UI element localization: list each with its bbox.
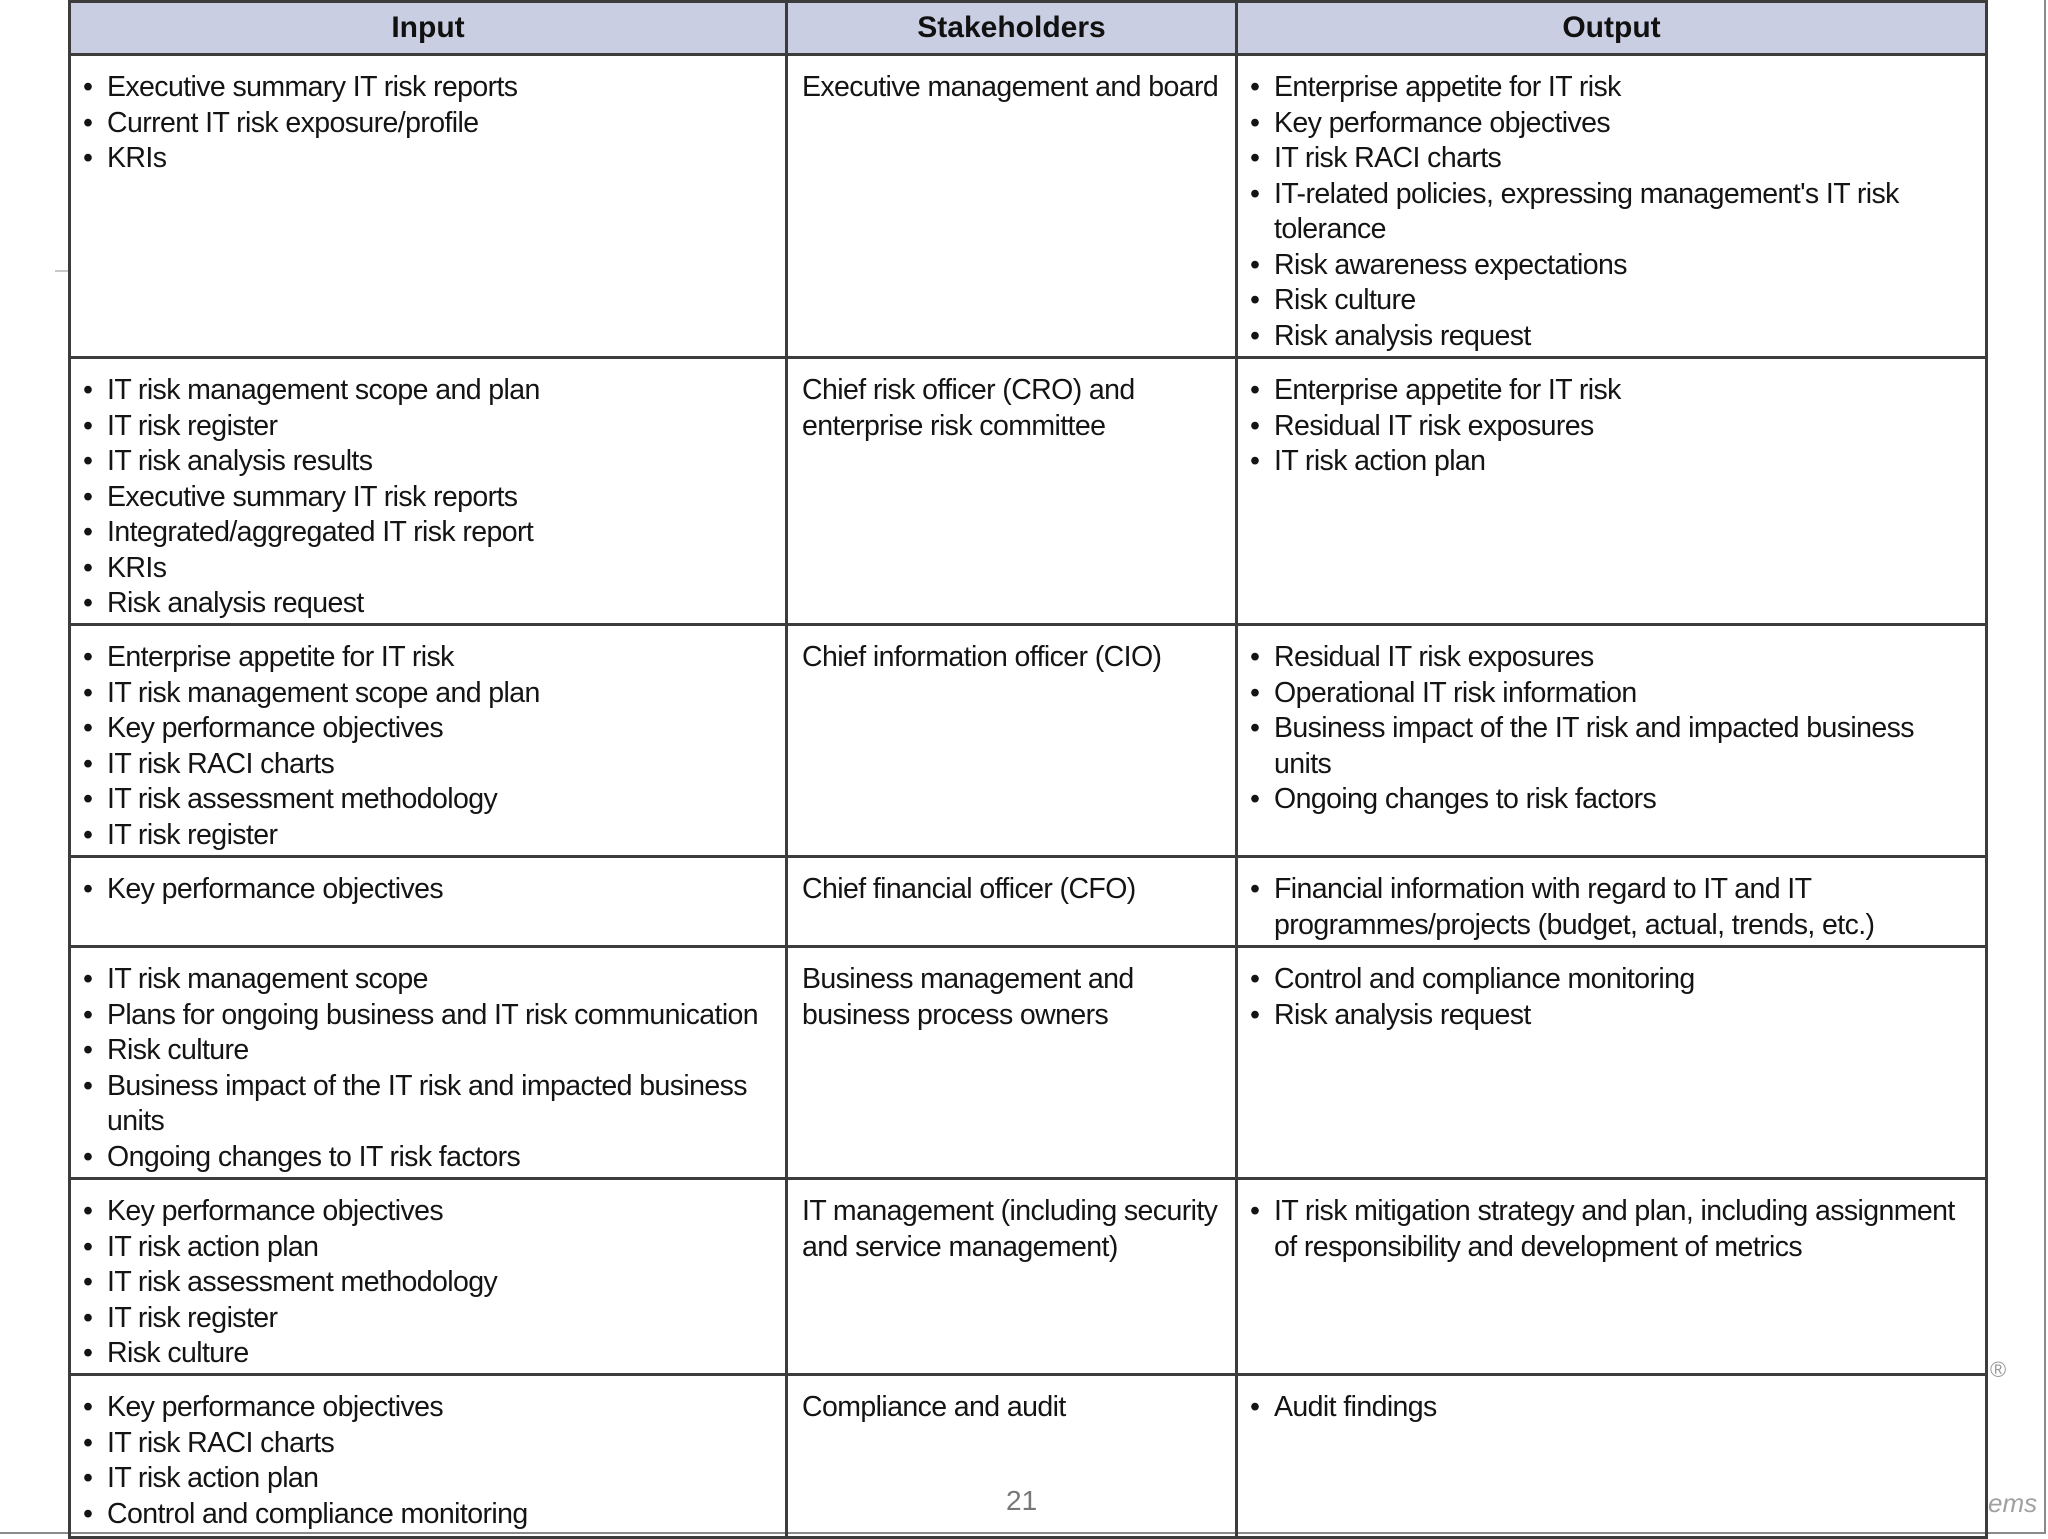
output-item: • IT risk action plan <box>1250 444 1977 480</box>
output-item: • Ongoing changes to risk factors <box>1250 782 1977 818</box>
output-item: • IT risk RACI charts <box>1250 141 1977 177</box>
output-cell <box>1237 358 1987 625</box>
input-item: • IT risk action plan <box>83 1461 777 1497</box>
input-list <box>71 1180 785 1372</box>
input-item: • IT risk register <box>83 818 777 854</box>
stakeholder-cell <box>787 55 1237 358</box>
input-item: • IT risk management scope <box>83 962 777 998</box>
output-cell <box>1237 1375 1987 1538</box>
stakeholder-name: Chief information officer (CIO) <box>802 641 1162 673</box>
input-item: • Key performance objectives <box>83 1390 777 1426</box>
input-cell <box>70 625 787 857</box>
table-row <box>70 947 1987 1179</box>
output-list <box>1238 948 1985 1033</box>
input-list <box>71 56 785 177</box>
footer-text-fragment: ems <box>1988 1488 2038 1518</box>
output-cell <box>1237 625 1987 857</box>
header-stakeholders: Stakeholders <box>787 2 1237 55</box>
output-cell <box>1237 55 1987 358</box>
stakeholder-cell <box>787 947 1237 1179</box>
table-row <box>70 55 1987 358</box>
stakeholder-name: Chief risk officer (CRO) and enterprise risk committee <box>802 374 1135 442</box>
input-item: • IT risk management scope and plan <box>83 676 777 712</box>
output-item: • Financial information with regard to IT and IT programmes/projects (budget, actual, trends, etc.) <box>1250 872 1977 943</box>
input-list <box>71 359 785 622</box>
input-list <box>71 948 785 1175</box>
input-item: • Key performance objectives <box>83 711 777 747</box>
output-item: • Residual IT risk exposures <box>1250 409 1977 445</box>
stakeholder-table <box>68 0 1988 1539</box>
stakeholder-cell <box>787 358 1237 625</box>
input-cell <box>70 1179 787 1375</box>
output-cell <box>1237 1179 1987 1375</box>
input-item: • KRIs <box>83 551 777 587</box>
stakeholder-name: Chief financial officer (CFO) <box>802 873 1136 905</box>
input-cell <box>70 1375 787 1538</box>
output-item: • Residual IT risk exposures <box>1250 640 1977 676</box>
input-item: • IT risk management scope and plan <box>83 373 777 409</box>
output-list <box>1238 56 1985 354</box>
output-cell <box>1237 857 1987 947</box>
header-input: Input <box>70 2 787 55</box>
table-body <box>70 55 1987 1538</box>
input-list <box>71 858 785 908</box>
input-item: • IT risk assessment methodology <box>83 782 777 818</box>
registered-mark: ® <box>1990 1357 2007 1382</box>
input-list <box>71 1376 785 1532</box>
output-item: • Risk analysis request <box>1250 998 1977 1034</box>
input-item: • IT risk register <box>83 1301 777 1337</box>
output-list <box>1238 626 1985 818</box>
output-item: • Enterprise appetite for IT risk <box>1250 373 1977 409</box>
input-item: • Executive summary IT risk reports <box>83 480 777 516</box>
input-item: • Integrated/aggregated IT risk report <box>83 515 777 551</box>
input-item: • Risk analysis request <box>83 586 777 622</box>
output-item: • IT risk mitigation strategy and plan, including assignment of responsibility and development of metrics <box>1250 1194 1977 1265</box>
stakeholder-name: Compliance and audit <box>802 1391 1066 1423</box>
output-item: • Business impact of the IT risk and impacted business units <box>1250 711 1977 782</box>
input-cell <box>70 947 787 1179</box>
stakeholder-cell <box>787 1179 1237 1375</box>
input-item: • IT risk action plan <box>83 1230 777 1266</box>
input-item: • Current IT risk exposure/profile <box>83 106 777 142</box>
input-cell <box>70 55 787 358</box>
table-row <box>70 857 1987 947</box>
output-list <box>1238 1180 1985 1265</box>
header-output: Output <box>1237 2 1987 55</box>
output-item: • Key performance objectives <box>1250 106 1977 142</box>
output-item: • Audit findings <box>1250 1390 1977 1426</box>
header-row <box>70 2 1987 55</box>
input-item: • IT risk analysis results <box>83 444 777 480</box>
table-row <box>70 1179 1987 1375</box>
stakeholder-name: IT management (including security and service management) <box>802 1195 1218 1263</box>
input-item: • IT risk RACI charts <box>83 747 777 783</box>
page-number: 21 <box>1006 1485 1038 1516</box>
input-item: • Risk culture <box>83 1033 777 1069</box>
output-item: • Risk analysis request <box>1250 319 1977 355</box>
input-item: • Key performance objectives <box>83 872 777 908</box>
stakeholder-cell <box>787 857 1237 947</box>
input-item: • Control and compliance monitoring <box>83 1497 777 1533</box>
output-item: • Operational IT risk information <box>1250 676 1977 712</box>
stakeholder-name: Executive management and board <box>802 71 1219 103</box>
output-item: • IT-related policies, expressing management's IT risk tolerance <box>1250 177 1977 248</box>
output-list <box>1238 359 1985 480</box>
input-item: • IT risk RACI charts <box>83 1426 777 1462</box>
input-item: • Ongoing changes to IT risk factors <box>83 1140 777 1176</box>
input-item: • Business impact of the IT risk and impacted business units <box>83 1069 777 1140</box>
output-item: • Enterprise appetite for IT risk <box>1250 70 1977 106</box>
stakeholder-cell <box>787 625 1237 857</box>
input-item: • Executive summary IT risk reports <box>83 70 777 106</box>
input-item: • Key performance objectives <box>83 1194 777 1230</box>
stakeholder-name: Business management and business process owners <box>802 963 1134 1031</box>
input-item: • Plans for ongoing business and IT risk communication <box>83 998 777 1034</box>
table-row <box>70 358 1987 625</box>
input-cell <box>70 857 787 947</box>
input-item: • Enterprise appetite for IT risk <box>83 640 777 676</box>
input-cell <box>70 358 787 625</box>
output-item: • Risk awareness expectations <box>1250 248 1977 284</box>
input-item: • IT risk register <box>83 409 777 445</box>
output-item: • Risk culture <box>1250 283 1977 319</box>
input-item: • KRIs <box>83 141 777 177</box>
edge-mark <box>55 270 68 272</box>
input-item: • Risk culture <box>83 1336 777 1372</box>
input-item: • IT risk assessment methodology <box>83 1265 777 1301</box>
table-row <box>70 625 1987 857</box>
output-list <box>1238 1376 1985 1426</box>
output-item: • Control and compliance monitoring <box>1250 962 1977 998</box>
output-cell <box>1237 947 1987 1179</box>
input-list <box>71 626 785 853</box>
output-list <box>1238 858 1985 943</box>
